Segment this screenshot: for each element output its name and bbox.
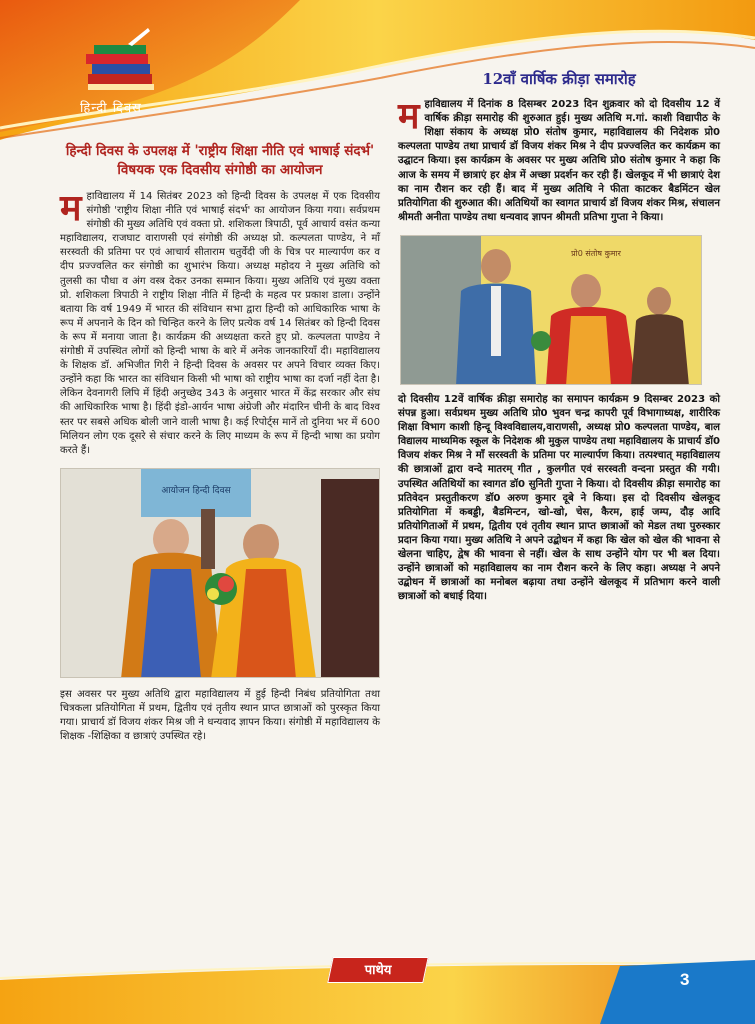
left-dropcap: म xyxy=(60,187,82,229)
left-article-title: हिन्दी दिवस के उपलक्ष में 'राष्ट्रीय शिक्षा नीति एवं भाषाई संदर्भ' विषयक एक दिवसीय संगोष्ठी का आयोजन xyxy=(65,143,375,178)
hindi-divas-photo xyxy=(60,468,380,678)
right-article-title: 12वाँ वार्षिक क्रीड़ा समारोह xyxy=(482,70,636,88)
right-dropcap: म xyxy=(398,95,420,138)
left-article-body xyxy=(60,187,380,458)
right-article xyxy=(398,72,720,604)
right-article-body xyxy=(398,95,720,225)
right-closing-text: दो दिवसीय 12वें वार्षिक क्रीड़ा समारोह का समापन कार्यक्रम 9 दिसम्बर 2023 को संपन्न हुआ। सर्वप्रथम मुख्य अतिथि प्रो0 भुवन चन्द्र कापरी पूर्व विभागाध्यक्ष, शारीरिक शिक्षा विभाग काशी हिन्दू विश्वविद्यालय,वाराणसी, अध्यक्ष प्रो0 कल्पलता पाण्डेय, बाल विद्यालय माध्यमिक स्कूल के निदेशक श्री मुकुल पाण्डेय तथा महाविद्यालय के प्राचार्य डॉ0 विजय शंकर मिश्र ने माँ सरस्वती के प्रतिमा पर माल्यार्पण किया। तत्पश्चात् महाविद्यालय की छात्राओं द्वारा वन्दे मातरम् गीत , कुलगीत एवं सरस्वती वन्दना प्रस्तुत की गयी।उपस्थित अतिथियों का स्वागत डॉ0 सुनिती गुप्ता ने किया। दो दिवसीय क्रीड़ा समारोह का प्रतिवेदन प्रस्तुतीकरण डॉ0 अरुण कुमार दूबे ने किया। इस दो दिवसीय खेलकूद प्रतियोगिता में कबड्डी, बैडमिन्टन, खो-खो, चेस, कैरम, हाई जम्प, दौड़ आदि प्रतियोगिताओं में प्रथम, द्वितीय एवं तृतीय स्थान प्राप्त छात्राओं को मेडल तथा पुरुस्कार प्रदान किया गया। मुख्य अतिथि ने अपने उद्बोधन में कहा कि खेल को खेल की भावना से खेलना चाहिए, द्वेष की भावना से नहीं। खेल के साथ उन्होंने योग पर भी बल दिया। उन्होंने छात्राओं को महाविद्यालय का नाम रौशन करने के लिए कहा। अध्यक्ष ने अपने उद्बोधन में छात्राओं का मनोबल बढ़ाया तथा उन्होंने खेलकूद में प्रतिभाग करने वाली छात्राओं को बधाई दिया। xyxy=(398,393,720,603)
right-para-text: हाविद्यालय में दिनांक 8 दिसम्बर 2023 दिन शुक्रवार को दो दिवसीय 12 वें वार्षिक क्रीड़ा समारोह की शुरुआत हुई। मुख्य अतिथि म.गां. काशी विद्यापीठ के शिक्षा संकाय के अध्यक्ष प्रो0 संतोष कुमार, महाविद्यालय की निदेशक प्रो0 कल्पलता पाण्डेय तथा प्राचार्य डॉ विजय शंकर मिश्र ने दीप प्रज्ज्वलित कर कार्यक्रम का उद्घाटन किया। इस कार्यक्रम के अवसर पर मुख्य अतिथि प्रो0 संतोष कुमार ने कहा कि आज के समय में छात्राएं हर क्षेत्र में अच्छा प्रदर्शन कर रही हैं। खेलकूद में भी छात्राएं देश का नाम रौशन कर रही हैं। बाद में मुख्य अतिथि ने फीता काटकर बैडमिंटन खेल प्रतियोगिता की शुरुआत की। अतिथियों का स्वागत प्राचार्य डॉ विजय शंकर मिश्र, संचालन श्रीमती अनीता पाण्डेय तथा धन्यवाद ज्ञापन श्रीमती प्रतिभा गुप्ता ने किया। xyxy=(398,99,720,223)
left-para-text: हाविद्यालय में 14 सितंबर 2023 को हिन्दी दिवस के उपलक्ष में एक दिवसीय संगोष्ठी 'राष्ट्रीय शिक्षा नीति एवं भाषाई संदर्भ' का आयोजन किया गया। सर्वप्रथम संगोष्ठी की मुख्य अतिथि एवं वक्ता प्रो. शशिकला त्रिपाठी, पूर्व आचार्य वसंत कन्या महाविद्यालय, राजघाट वाराणसी एवं संगोष्ठी की अध्यक्ष प्रो. कल्पलता पाण्डेय, ने माँ सरस्वती की प्रतिमा पर एवं आचार्य सीताराम चतुर्वेदी जी के चित्र पर माल्यार्पण कर व दीप प्रज्ज्वलित कर संगोष्ठी का शुभारंभ किया। अध्यक्ष महोदय ने मुख्य अतिथि को तुलसी का पौधा व अंग वस्त्र देकर उनका सम्मान किया। मुख्य अतिथि एवं मुख्य वक्ता प्रो. शशिकला त्रिपाठी ने राष्ट्रीय शिक्षा नीति में हिन्दी के महत्व पर प्रकाश डाला। उन्होंने बताया कि वर्ष 1949 में भारत की संविधान सभा द्वारा हिन्दी को आधिकारिक भाषा के रूप में अपनाने के दिन को चिन्हित करने के लिए प्रत्येक वर्ष 14 सितंबर को हिन्दी दिवस के रूप में मनाया जाता है। कार्यक्रम की अध्यक्षता करते हुए प्रो. कल्पलता पाण्डेय ने संगोष्ठी में उपस्थित लोगों को हिन्दी भाषा के बारे में अनेक जानकारियाँ दी। महाविद्यालय के शिक्षक डॉ. अभिजीत गिरी ने हिन्दी दिवस के अवसर पर अपने विचार व्यक्त किए। उन्होंने कहा कि भारत का संविधान किसी भी भाषा को राष्ट्रीय भाषा का दर्जा नहीं देता है। लेकिन देवनागरी लिपि में हिंदी अनुच्छेद 343 के अनुसार भारत में केंद्र सरकार और संघ की आधिकारिक भाषा है। हिंदी इंडो-आर्यन भाषा अंग्रेजी और मंदारिन चीनी के बाद विश्व स्तर पर सबसे अधिक बोली जाने वाली भाषा है। कई रिपोर्ट्स मानें तो दुनिया भर में 600 मिलियन लोग एक दूसरे से संचार करने के लिए माध्यम के रूप में हिन्दी भाषा का प्रयोग करते हैं। xyxy=(60,191,380,456)
sports-event-photo xyxy=(400,235,702,385)
page-number: 3 xyxy=(680,970,690,989)
magazine-name-label xyxy=(327,957,429,983)
photo-banner-text: आयोजन हिन्दी दिवस xyxy=(161,485,231,496)
header-badge-text: हिन्दी दिवस xyxy=(80,101,142,116)
sports-photo-banner-text: प्रो0 संतोष कुमार xyxy=(571,248,621,258)
magazine-name-text: पाथेय xyxy=(364,963,392,978)
left-article xyxy=(60,142,380,744)
left-photo-caption: इस अवसर पर मुख्य अतिथि द्वारा महाविद्यालय में हुई हिन्दी निबंध प्रतियोगिता तथा चित्रकला प्रतियोगिता में प्रथम, द्वितीय एवं तृतीय स्थान प्राप्त छात्राओं को पुरस्कृत किया गया। प्राचार्य डॉ विजय शंकर मिश्र जी ने धन्यवाद ज्ञापन किया। संगोष्ठी में महाविद्यालय के शिक्षक -शिक्षिका व छात्राएं उपस्थित रहे। xyxy=(60,688,380,743)
